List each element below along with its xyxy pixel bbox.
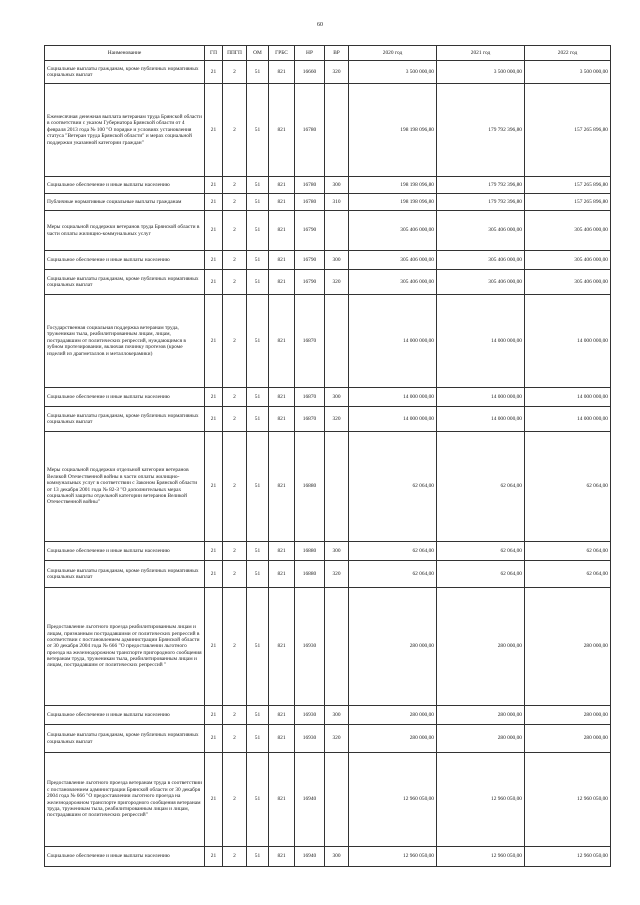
cell-code: 821 xyxy=(269,194,295,211)
cell-name: Социальное обеспечение и иные выплаты населению xyxy=(45,388,205,407)
cell-amount: 305 406 000,00 xyxy=(349,211,437,251)
cell-amount: 14 000 000,00 xyxy=(525,295,611,388)
cell-code: 16930 xyxy=(295,588,325,706)
cell-code: 21 xyxy=(205,847,223,867)
cell-code: 51 xyxy=(247,177,269,194)
cell-amount: 14 000 000,00 xyxy=(437,295,525,388)
cell-code: 51 xyxy=(247,706,269,725)
cell-code: 300 xyxy=(325,177,349,194)
cell-amount: 157 265 896,80 xyxy=(525,84,611,177)
cell-amount: 305 406 000,00 xyxy=(437,251,525,270)
cell-code: 821 xyxy=(269,542,295,561)
cell-code: 2 xyxy=(223,847,247,867)
cell-code: 51 xyxy=(247,725,269,753)
cell-amount: 14 000 000,00 xyxy=(437,407,525,432)
cell-code: 21 xyxy=(205,725,223,753)
cell-code: 16780 xyxy=(295,177,325,194)
cell-code: 51 xyxy=(247,407,269,432)
cell-amount: 280 000,00 xyxy=(349,706,437,725)
cell-code: 300 xyxy=(325,542,349,561)
cell-name: Государственная социальная поддержка ветеранам труда, труженикам тыла, реабилитированным лицам, лицам, пострадавшим от политических репрессий, нуждающимся в зубном протезировании, включая починку протезов (кроме изделий из драгметаллов и металлокерамики) xyxy=(45,295,205,388)
cell-amount: 12 960 050,00 xyxy=(349,847,437,867)
cell-code: 21 xyxy=(205,251,223,270)
cell-code: 21 xyxy=(205,561,223,588)
cell-code: 320 xyxy=(325,725,349,753)
cell-code: 16660 xyxy=(295,61,325,84)
cell-code: 2 xyxy=(223,295,247,388)
cell-name: Ежемесячная денежная выплата ветеранам труда Брянской области в соответствии с указом Губернатора Брянской области от 4 февраля 2013 года № 100 "О порядке и условиях установления статуса "Ветеран труда Брянской области" и мерах социальной поддержки указанной категории граждан" xyxy=(45,84,205,177)
table-row xyxy=(45,542,611,561)
col-header-2020: 2020 год xyxy=(349,46,437,61)
cell-amount: 62 064,00 xyxy=(525,542,611,561)
cell-code: 21 xyxy=(205,388,223,407)
cell-code: 2 xyxy=(223,588,247,706)
cell-code: 821 xyxy=(269,561,295,588)
cell-code: 16880 xyxy=(295,561,325,588)
table-row xyxy=(45,432,611,542)
cell-code: 2 xyxy=(223,753,247,847)
table-body xyxy=(45,61,611,867)
cell-amount: 12 960 050,00 xyxy=(525,753,611,847)
cell-amount: 305 406 000,00 xyxy=(525,270,611,295)
cell-amount: 3 500 000,00 xyxy=(437,61,525,84)
cell-code: 2 xyxy=(223,542,247,561)
cell-code: 51 xyxy=(247,561,269,588)
col-header-2022: 2022 год xyxy=(525,46,611,61)
header-row xyxy=(45,46,611,61)
cell-amount: 280 000,00 xyxy=(525,706,611,725)
cell-code xyxy=(325,432,349,542)
cell-code: 16940 xyxy=(295,753,325,847)
cell-amount: 305 406 000,00 xyxy=(349,251,437,270)
cell-code: 16790 xyxy=(295,211,325,251)
cell-amount: 179 792 396,80 xyxy=(437,177,525,194)
cell-amount: 305 406 000,00 xyxy=(525,211,611,251)
cell-code: 21 xyxy=(205,270,223,295)
cell-amount: 14 000 000,00 xyxy=(349,388,437,407)
cell-code: 2 xyxy=(223,211,247,251)
cell-code: 51 xyxy=(247,432,269,542)
cell-code: 51 xyxy=(247,847,269,867)
cell-amount: 12 960 050,00 xyxy=(437,753,525,847)
cell-amount: 157 265 896,80 xyxy=(525,177,611,194)
cell-amount: 280 000,00 xyxy=(525,725,611,753)
cell-code: 2 xyxy=(223,388,247,407)
cell-code: 16870 xyxy=(295,388,325,407)
table-row xyxy=(45,407,611,432)
cell-code: 16780 xyxy=(295,194,325,211)
cell-name: Предоставление льготного проезда ветеранам труда в соответствии с постановлением администрации Брянской области от 30 декабря 2004 года № 666 "О предоставлении льготного проезда на железнодорожном транспорте пригородного сообщения ветеранам труда, труженикам тыла, реабилитированным лицам и лицам, пострадавшим от политических репрессий" xyxy=(45,753,205,847)
cell-amount: 179 792 396,80 xyxy=(437,84,525,177)
cell-code: 21 xyxy=(205,407,223,432)
cell-amount: 14 000 000,00 xyxy=(349,295,437,388)
cell-amount: 305 406 000,00 xyxy=(437,270,525,295)
cell-amount: 198 198 096,80 xyxy=(349,177,437,194)
cell-code: 2 xyxy=(223,84,247,177)
cell-amount: 280 000,00 xyxy=(437,588,525,706)
cell-name: Социальные выплаты гражданам, кроме публичных нормативных социальных выплат xyxy=(45,270,205,295)
table-row xyxy=(45,84,611,177)
page-number: 60 xyxy=(317,22,323,28)
cell-amount: 305 406 000,00 xyxy=(349,270,437,295)
table-row xyxy=(45,177,611,194)
cell-code: 16930 xyxy=(295,706,325,725)
cell-code: 21 xyxy=(205,753,223,847)
cell-code: 320 xyxy=(325,61,349,84)
cell-code: 821 xyxy=(269,177,295,194)
cell-code: 21 xyxy=(205,588,223,706)
cell-code: 2 xyxy=(223,177,247,194)
col-header-nr: НР xyxy=(295,46,325,61)
table-row xyxy=(45,251,611,270)
col-header-gp: ГП xyxy=(205,46,223,61)
cell-code: 821 xyxy=(269,388,295,407)
cell-name: Предоставление льготного проезда реабилитированным лицам и лицам, признанным пострадавшими от политических репрессий в соответствии с постановлением администрации Брянской области от 30 декабря 2004 года № 666 "О предоставлении льготного проезда на железнодорожном транспорте пригородного сообщения ветеранам труда, труженикам тыла, реабилитированным лицам и лицам, пострадавшим от политических репрессий " xyxy=(45,588,205,706)
cell-amount: 280 000,00 xyxy=(349,725,437,753)
cell-code: 16930 xyxy=(295,725,325,753)
table-row xyxy=(45,61,611,84)
cell-name: Меры социальной поддержки отдельной категории ветеранов Великой Отечественной войны в части оплаты жилищно-коммунальных услуг в соответствии с Законом Брянской области от 13 декабря 2001 года № 82-З "О дополнительных мерах социальной защиты отдельной категории ветеранов Великой Отечественной войны" xyxy=(45,432,205,542)
cell-amount: 12 960 050,00 xyxy=(349,753,437,847)
cell-code: 51 xyxy=(247,388,269,407)
cell-amount: 14 000 000,00 xyxy=(437,388,525,407)
cell-name: Социальное обеспечение и иные выплаты населению xyxy=(45,706,205,725)
cell-code: 21 xyxy=(205,177,223,194)
cell-amount: 280 000,00 xyxy=(525,588,611,706)
cell-name: Социальное обеспечение и иные выплаты населению xyxy=(45,542,205,561)
cell-amount: 62 064,00 xyxy=(437,561,525,588)
cell-code: 300 xyxy=(325,847,349,867)
table-row xyxy=(45,388,611,407)
cell-code: 2 xyxy=(223,194,247,211)
cell-name: Меры социальной поддержки ветеранов труда Брянской области в части оплаты жилищно-коммунальных услуг xyxy=(45,211,205,251)
budget-table xyxy=(44,45,611,867)
cell-code: 16940 xyxy=(295,847,325,867)
cell-code: 21 xyxy=(205,61,223,84)
cell-amount: 305 406 000,00 xyxy=(437,211,525,251)
cell-amount: 14 000 000,00 xyxy=(525,407,611,432)
cell-code: 2 xyxy=(223,725,247,753)
cell-code: 51 xyxy=(247,194,269,211)
table-row xyxy=(45,270,611,295)
table-row xyxy=(45,295,611,388)
cell-code: 821 xyxy=(269,432,295,542)
cell-code: 16790 xyxy=(295,251,325,270)
cell-code: 21 xyxy=(205,432,223,542)
cell-code: 2 xyxy=(223,251,247,270)
cell-code xyxy=(325,295,349,388)
col-header-grbs: ГРБС xyxy=(269,46,295,61)
cell-amount: 3 500 000,00 xyxy=(525,61,611,84)
cell-name: Социальные выплаты гражданам, кроме публичных нормативных социальных выплат xyxy=(45,561,205,588)
cell-amount: 179 792 396,80 xyxy=(437,194,525,211)
cell-name: Социальное обеспечение и иные выплаты населению xyxy=(45,177,205,194)
cell-code: 51 xyxy=(247,588,269,706)
cell-amount: 3 500 000,00 xyxy=(349,61,437,84)
cell-name: Социальные выплаты гражданам, кроме публичных нормативных социальных выплат xyxy=(45,61,205,84)
cell-code: 16790 xyxy=(295,270,325,295)
cell-code: 16780 xyxy=(295,84,325,177)
col-header-vr: ВР xyxy=(325,46,349,61)
cell-code: 300 xyxy=(325,388,349,407)
cell-amount: 305 406 000,00 xyxy=(525,251,611,270)
cell-code: 16880 xyxy=(295,432,325,542)
cell-code: 2 xyxy=(223,61,247,84)
table-row xyxy=(45,706,611,725)
cell-code: 16880 xyxy=(295,542,325,561)
cell-amount: 280 000,00 xyxy=(349,588,437,706)
cell-amount: 62 064,00 xyxy=(525,561,611,588)
table-row xyxy=(45,194,611,211)
cell-code xyxy=(325,588,349,706)
cell-code xyxy=(325,753,349,847)
cell-code: 320 xyxy=(325,561,349,588)
cell-code: 821 xyxy=(269,706,295,725)
cell-amount: 62 064,00 xyxy=(437,432,525,542)
cell-code: 821 xyxy=(269,61,295,84)
cell-code: 2 xyxy=(223,270,247,295)
cell-code: 51 xyxy=(247,84,269,177)
cell-amount: 280 000,00 xyxy=(437,725,525,753)
cell-code: 21 xyxy=(205,194,223,211)
cell-amount: 14 000 000,00 xyxy=(349,407,437,432)
cell-amount: 12 960 050,00 xyxy=(437,847,525,867)
cell-code: 821 xyxy=(269,847,295,867)
cell-amount: 12 960 050,00 xyxy=(525,847,611,867)
cell-code: 320 xyxy=(325,270,349,295)
table-row xyxy=(45,588,611,706)
cell-code: 2 xyxy=(223,561,247,588)
cell-code: 821 xyxy=(269,84,295,177)
cell-amount: 157 265 896,80 xyxy=(525,194,611,211)
cell-code: 320 xyxy=(325,407,349,432)
col-header-ppgp: ППГП xyxy=(223,46,247,61)
cell-amount: 62 064,00 xyxy=(525,432,611,542)
cell-code: 21 xyxy=(205,542,223,561)
cell-code xyxy=(325,211,349,251)
cell-code: 21 xyxy=(205,84,223,177)
cell-code: 51 xyxy=(247,295,269,388)
cell-amount: 62 064,00 xyxy=(349,432,437,542)
table-row xyxy=(45,211,611,251)
cell-code: 2 xyxy=(223,432,247,542)
cell-code: 21 xyxy=(205,211,223,251)
cell-code: 2 xyxy=(223,407,247,432)
cell-code: 821 xyxy=(269,251,295,270)
cell-code: 821 xyxy=(269,588,295,706)
cell-amount: 14 000 000,00 xyxy=(525,388,611,407)
cell-amount: 62 064,00 xyxy=(349,542,437,561)
cell-code: 821 xyxy=(269,295,295,388)
cell-code: 821 xyxy=(269,211,295,251)
cell-code: 51 xyxy=(247,542,269,561)
cell-code: 16870 xyxy=(295,295,325,388)
cell-name: Социальные выплаты гражданам, кроме публичных нормативных социальных выплат xyxy=(45,725,205,753)
cell-amount: 62 064,00 xyxy=(437,542,525,561)
col-header-2021: 2021 год xyxy=(437,46,525,61)
cell-code: 21 xyxy=(205,706,223,725)
cell-code: 821 xyxy=(269,407,295,432)
cell-code: 51 xyxy=(247,61,269,84)
cell-code xyxy=(325,84,349,177)
cell-amount: 198 198 096,80 xyxy=(349,84,437,177)
cell-code: 821 xyxy=(269,753,295,847)
cell-name: Социальное обеспечение и иные выплаты населению xyxy=(45,251,205,270)
cell-code: 51 xyxy=(247,753,269,847)
table-row xyxy=(45,753,611,847)
cell-code: 821 xyxy=(269,270,295,295)
table-row xyxy=(45,561,611,588)
cell-amount: 280 000,00 xyxy=(437,706,525,725)
cell-code: 821 xyxy=(269,725,295,753)
cell-amount: 198 198 096,80 xyxy=(349,194,437,211)
cell-code: 51 xyxy=(247,211,269,251)
cell-code: 51 xyxy=(247,270,269,295)
cell-code: 2 xyxy=(223,706,247,725)
cell-code: 16870 xyxy=(295,407,325,432)
cell-amount: 62 064,00 xyxy=(349,561,437,588)
cell-code: 51 xyxy=(247,251,269,270)
cell-name: Социальные выплаты гражданам, кроме публичных нормативных социальных выплат xyxy=(45,407,205,432)
table-row xyxy=(45,847,611,867)
cell-code: 21 xyxy=(205,295,223,388)
col-header-name: Наименование xyxy=(45,46,205,61)
cell-name: Публичные нормативные социальные выплаты гражданам xyxy=(45,194,205,211)
col-header-om: ОМ xyxy=(247,46,269,61)
cell-name: Социальное обеспечение и иные выплаты населению xyxy=(45,847,205,867)
cell-code: 310 xyxy=(325,194,349,211)
cell-code: 300 xyxy=(325,251,349,270)
table-row xyxy=(45,725,611,753)
cell-code: 300 xyxy=(325,706,349,725)
